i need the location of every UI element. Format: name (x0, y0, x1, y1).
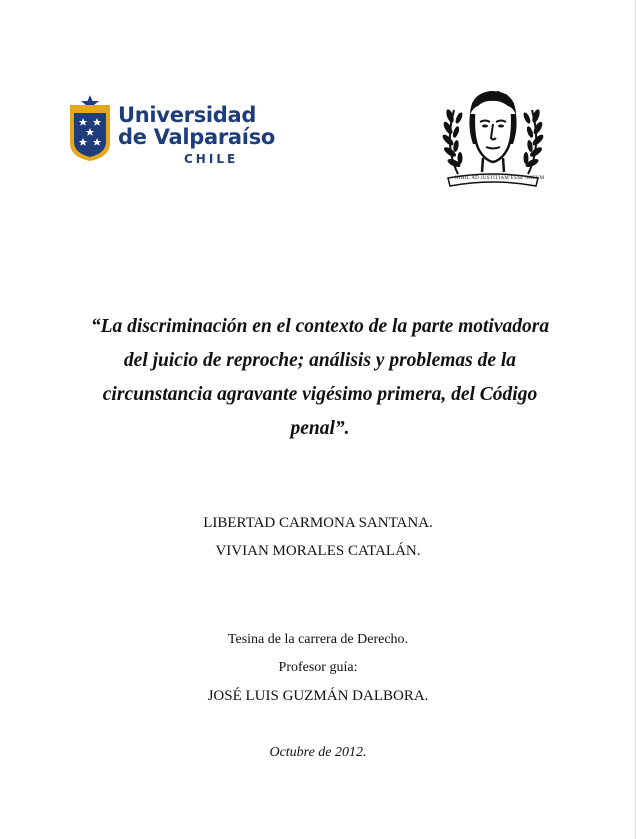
emblem-motto: NIHIL AD JUSTITIAM ESSE NATUM (455, 176, 545, 181)
authors (0, 509, 636, 565)
logo-text-universidad: Universidad (118, 103, 257, 127)
title-line-3: circunstancia agravante vigésimo primera, del Código (102, 384, 538, 405)
advisor-name: JOSÉ LUIS GUZMÁN DALBORA. (207, 688, 429, 704)
university-shield-icon (68, 93, 112, 163)
advisor-label: Profesor guía: (278, 660, 358, 675)
title-line-1: “La discriminación en el contexto de la parte motivadora (90, 316, 550, 337)
title-line-4: penal”. (290, 418, 350, 439)
title-line-2: del juicio de reproche; análisis y problemas de la (123, 350, 517, 371)
submission-date: Octubre de 2012. (269, 745, 367, 760)
thesis-type: Tesina de la carrera de Derecho. (227, 632, 409, 647)
thesis-info (0, 626, 636, 710)
thesis-title (60, 310, 580, 446)
author-name: LIBERTAD CARMONA SANTANA. (203, 515, 433, 531)
logo-text-chile: CHILE (184, 152, 239, 166)
logo-text-valparaiso: de Valparaíso (118, 125, 276, 149)
author-name: VIVIAN MORALES CATALÁN. (215, 543, 421, 559)
universidad-valparaiso-logo (68, 93, 276, 168)
